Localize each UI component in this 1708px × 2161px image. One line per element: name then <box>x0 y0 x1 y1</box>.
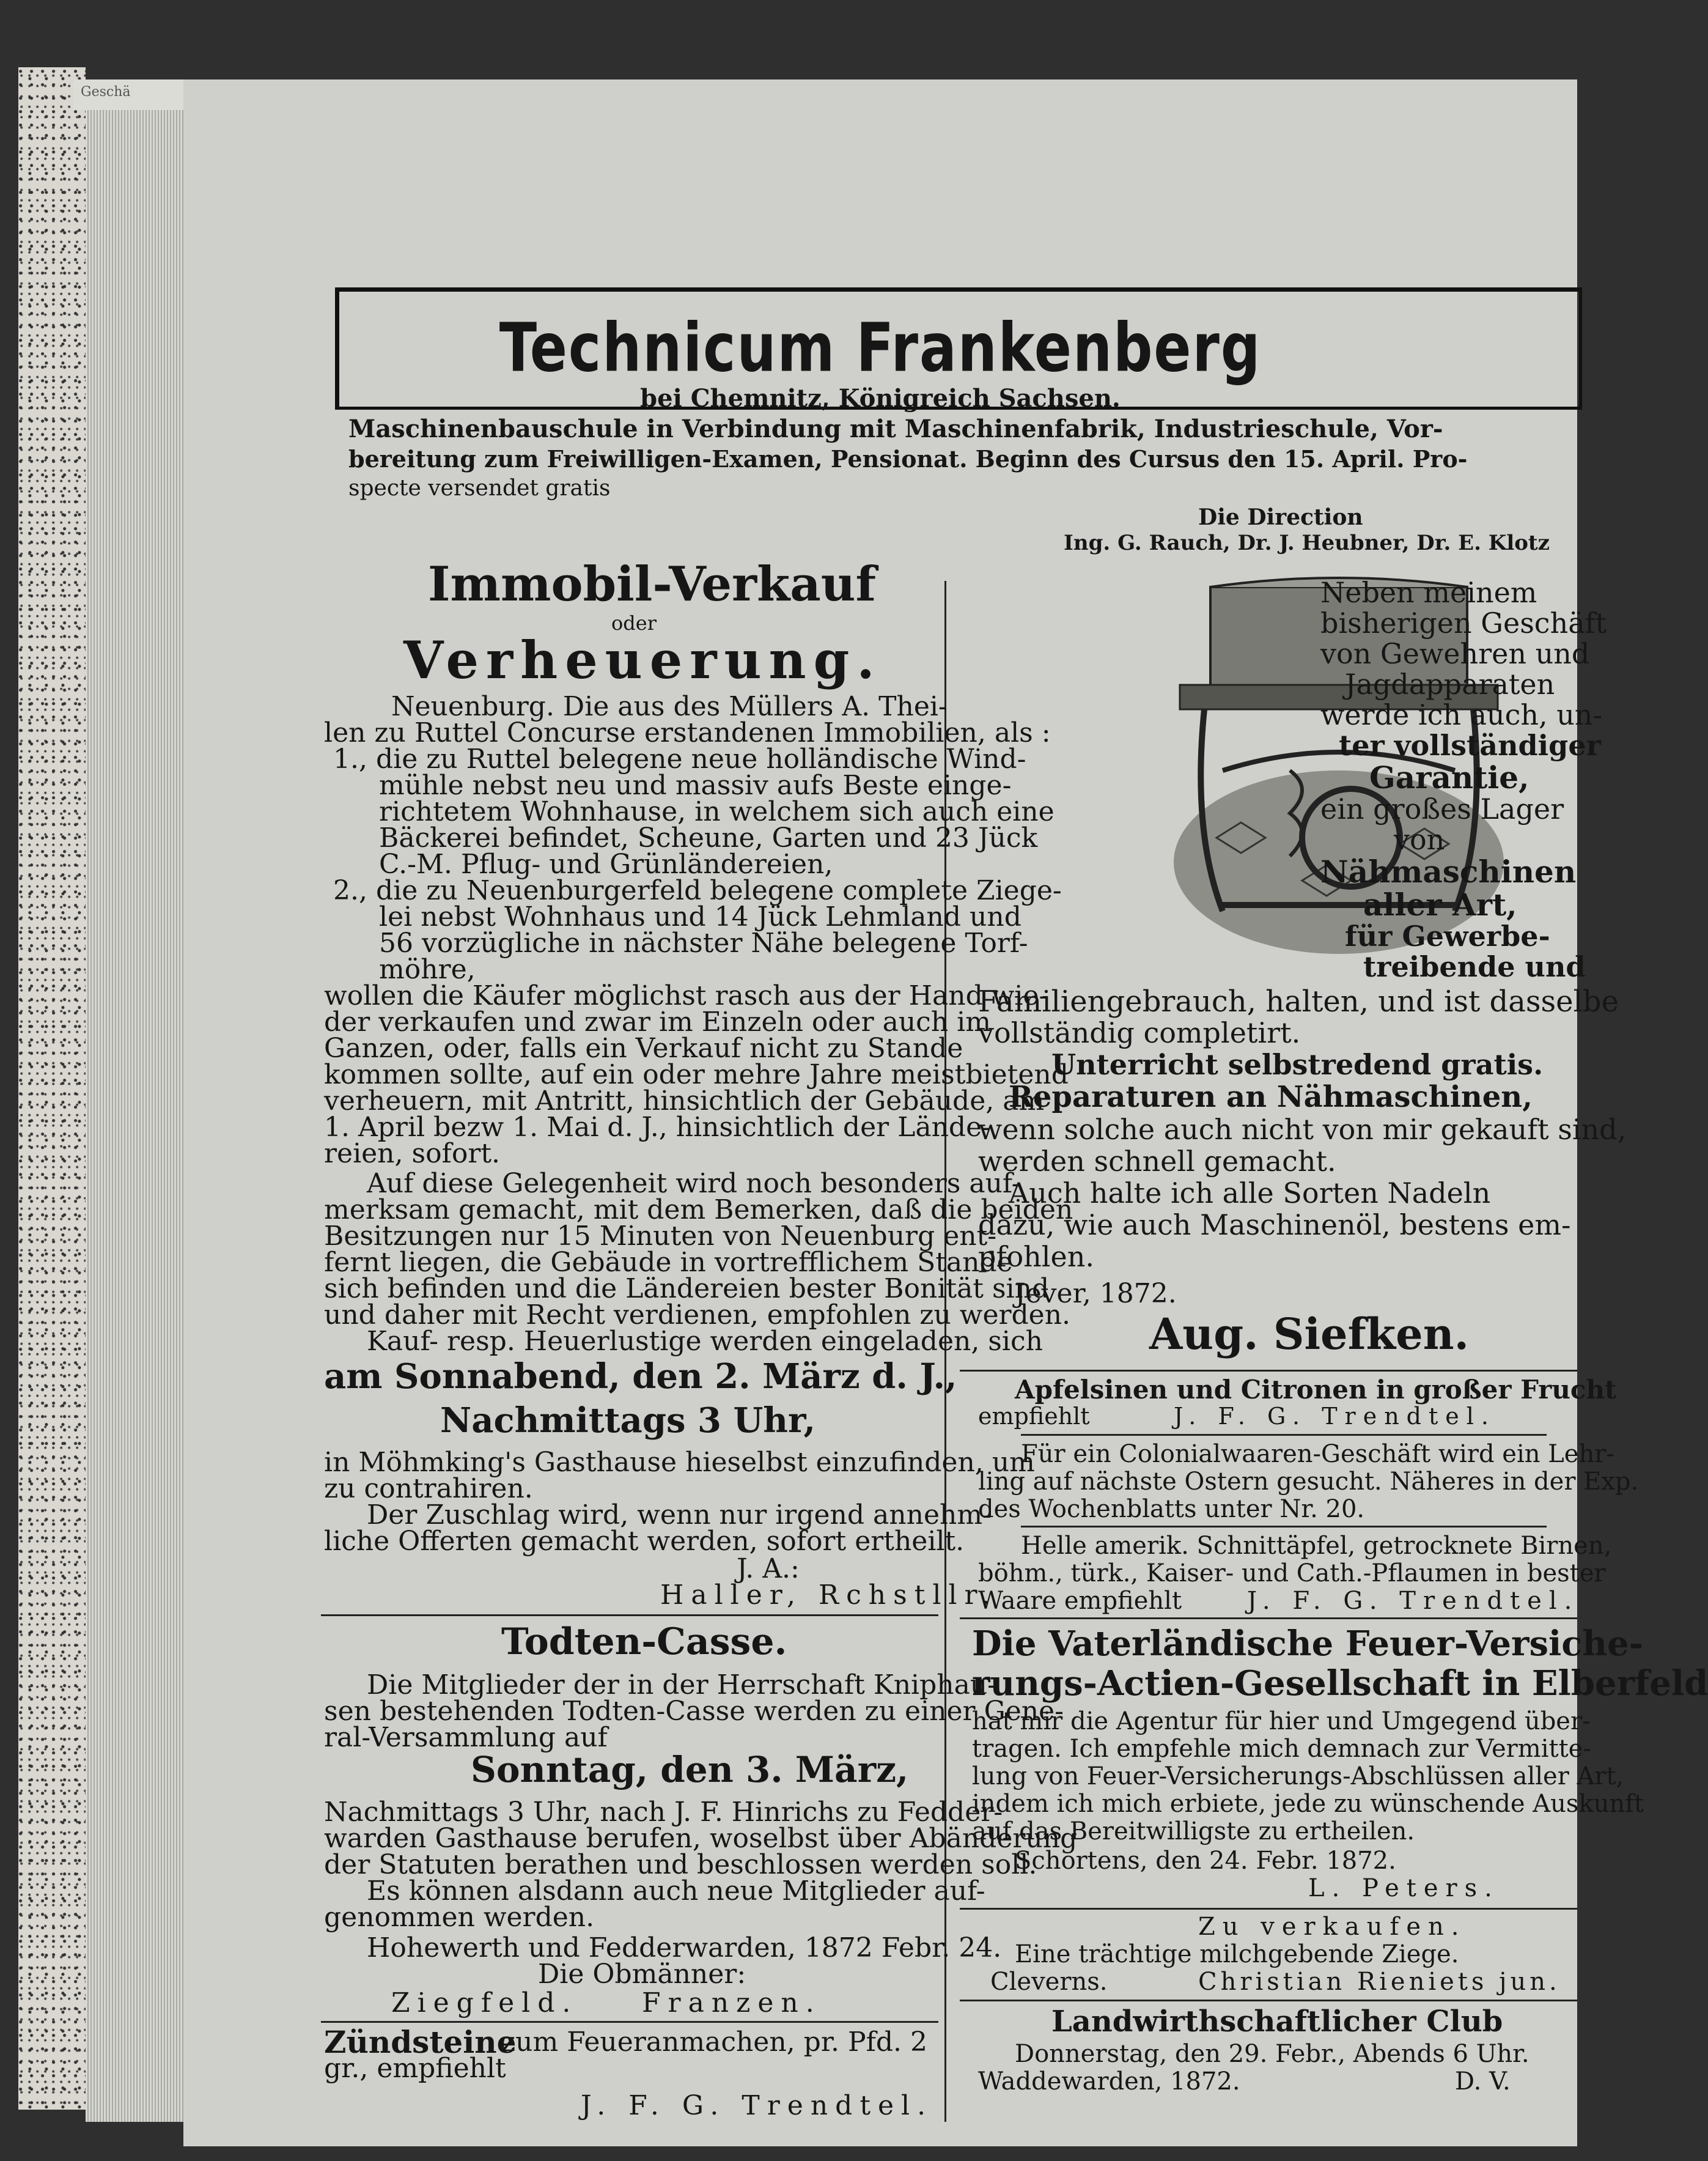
apfel-line: empfiehlt <box>978 1403 1090 1430</box>
zuend-signature: J. F. G. Trendtel. <box>581 2090 933 2121</box>
lehrling-line: ling auf nächste Ostern gesucht. Näheres in der Exp. <box>978 1468 1639 1496</box>
immobil-line: richtetem Wohnhause, in welchem sich auch eine <box>379 796 1055 827</box>
immobil-line: Neuenburg. Die aus des Müllers A. Thei- <box>391 691 948 722</box>
immobil-tail: in Möhmking's Gasthause hieselbst einzufinden, um <box>324 1447 1035 1478</box>
siefken-line: wenn solche auch nicht von mir gekauft sind, <box>978 1113 1627 1146</box>
verkauf-signature: Christian Rieniets jun. <box>1198 1968 1561 1996</box>
todten-line: Die Mitglieder der in der Herrschaft Kniphau- <box>367 1669 997 1701</box>
immobil-line: kommen sollte, auf ein oder mehre Jahre meistbietend <box>324 1059 1069 1090</box>
siefken-line: pfohlen. <box>978 1240 1094 1273</box>
todten-tail: der Statuten berathen und beschlossen werden soll. <box>324 1849 1037 1880</box>
immobil-date1: am Sonnabend, den 2. März d. J., <box>324 1356 957 1397</box>
aepfel-line: böhm., türk., Kaiser- und Cath.-Pflaumen in bester <box>978 1559 1606 1587</box>
immobil-tail: zu contrahiren. <box>324 1473 533 1504</box>
siefken-side: Garantie, <box>1369 759 1529 796</box>
siefken-line: dazu, wie auch Maschinenöl, bestens em- <box>978 1208 1571 1241</box>
zuend-line: gr., empfiehlt <box>324 2053 506 2084</box>
todten-date: Sonntag, den 3. März, <box>471 1749 909 1790</box>
siefken-side: Nähmaschinen <box>1320 854 1577 890</box>
feuer-line: indem ich mich erbiete, jede zu wünschende Auskunft <box>972 1790 1644 1818</box>
siefken-line: Reparaturen an Nähmaschinen, <box>1009 1080 1533 1114</box>
immobil-line: wollen die Käufer möglichst rasch aus der Hand wie- <box>324 980 1048 1011</box>
siefken-side: treibende und <box>1363 950 1586 983</box>
immobil-ia: J. A.: <box>737 1553 800 1584</box>
todten-tail: Nachmittags 3 Uhr, nach J. F. Hinrichs zu Fedder- <box>324 1797 1003 1828</box>
feuer-title: Die Vaterländische Feuer-Versiche- <box>972 1624 1643 1664</box>
siefken-side: ter vollständiger <box>1339 729 1601 762</box>
feuer-line: hat mir die Agentur für hier und Umgegend über- <box>972 1707 1591 1735</box>
siefken-side: ein großes Lager <box>1320 792 1564 826</box>
immobil-line: Auf diese Gelegenheit wird noch besonders auf- <box>367 1168 1021 1199</box>
immobil-oder: oder <box>611 611 657 635</box>
divider <box>1021 1434 1547 1436</box>
technicum-line3: specte versendet gratis <box>348 476 611 501</box>
siefken-place: Jever, 1872. <box>1015 1278 1177 1309</box>
immobil-date2: Nachmittags 3 Uhr, <box>440 1400 815 1441</box>
technicum-line1: Maschinenbauschule in Verbindung mit Maschinenfabrik, Industrieschule, Vor- <box>348 415 1443 443</box>
technicum-title: Technicum Frankenberg <box>499 308 1262 387</box>
zuend-title: Zündsteine <box>324 2024 517 2060</box>
immobil-line: sich befinden und die Ländereien bester Bonität sind <box>324 1273 1050 1304</box>
margin-tab: Geschä <box>73 79 214 110</box>
club-title: Landwirthschaftlicher Club <box>1051 2004 1503 2039</box>
siefken-side: aller Art, <box>1363 887 1517 923</box>
immobil-tail: Der Zuschlag wird, wenn nur irgend annehm- <box>367 1499 992 1531</box>
siefken-side: Neben meinem <box>1320 576 1537 609</box>
book-edge <box>18 67 86 2110</box>
immobil-line: 2., die zu Neuenburgerfeld belegene complete Ziege- <box>333 875 1062 906</box>
immobil-line: 1. April bezw 1. Mai d. J., hinsichtlich der Lände- <box>324 1112 991 1143</box>
immobil-line: Kauf- resp. Heuerlustige werden eingeladen, sich <box>367 1326 1043 1357</box>
feuer-line: tragen. Ich empfehle mich demnach zur Vermitte- <box>972 1735 1591 1763</box>
todten-obmaenner: Die Obmänner: <box>538 1959 746 1990</box>
siefken-side: werde ich auch, un- <box>1320 698 1603 731</box>
divider <box>960 1617 1577 1619</box>
immobil-line: möhre, <box>379 954 476 985</box>
club-place: Waddewarden, 1872. <box>978 2067 1240 2096</box>
technicum-direction: Die Direction <box>1198 504 1363 530</box>
feuer-place: Schortens, den 24. Febr. 1872. <box>1015 1847 1396 1875</box>
todten-signature: Ziegfeld. <box>391 1987 578 2019</box>
immobil-line: Besitzungen nur 15 Minuten von Neuenburg ent- <box>324 1221 997 1252</box>
siefken-side: von Gewehren und <box>1320 637 1590 670</box>
divider <box>321 1614 938 1616</box>
newspaper-page <box>183 79 1708 2146</box>
siefken-side: Jagdapparaten <box>1345 668 1555 701</box>
immobil-line: verheuern, mit Antritt, hinsichtlich der Gebäude, am <box>324 1085 1045 1117</box>
lehrling-line: des Wochenblatts unter Nr. 20. <box>978 1495 1365 1523</box>
aepfel-signature: J. F. G. Trendtel. <box>1247 1587 1580 1615</box>
todten-tail: genommen werden. <box>324 1902 595 1933</box>
divider <box>960 1370 1577 1372</box>
technicum-location: bei Chemnitz, Königreich Sachsen. <box>640 384 1121 413</box>
divider <box>960 2000 1577 2001</box>
todten-place: Hohewerth und Fedderwarden, 1872 Febr. 24. <box>367 1932 1002 1963</box>
siefken-line: vollständig completirt. <box>978 1016 1301 1049</box>
verkauf-title: Zu verkaufen. <box>1198 1913 1467 1941</box>
club-signature: D. V. <box>1455 2067 1511 2096</box>
club-line: Donnerstag, den 29. Febr., Abends 6 Uhr. <box>1015 2040 1529 2068</box>
immobil-line: der verkaufen und zwar im Einzeln oder auch im <box>324 1007 991 1038</box>
page-stack <box>86 92 196 2122</box>
divider <box>321 2021 938 2023</box>
siefken-name: Aug. Siefken. <box>1149 1309 1469 1359</box>
immobil-line: 56 vorzügliche in nächster Nähe belegene Torf- <box>379 928 1028 959</box>
todten-title: Todten-Casse. <box>501 1620 787 1663</box>
todten-line: ral-Versammlung auf <box>324 1722 608 1753</box>
divider <box>960 1908 1577 1910</box>
todten-signature: Franzen. <box>642 1987 822 2019</box>
aepfel-line: Helle amerik. Schnittäpfel, getrocknete Birnen, <box>1021 1532 1612 1560</box>
immobil-tail: liche Offerten gemacht werden, sofort ertheilt. <box>324 1526 965 1557</box>
siefken-line: werden schnell gemacht. <box>978 1145 1336 1178</box>
siefken-side: bisherigen Geschäft <box>1320 607 1607 640</box>
todten-tail: Es können alsdann auch neue Mitglieder auf- <box>367 1875 985 1907</box>
immobil-signature: Haller, Rchstllr. <box>660 1579 998 1611</box>
siefken-side: für Gewerbe- <box>1345 920 1550 953</box>
feuer-line: lung von Feuer-Versicherungs-Abschlüssen aller Art, <box>972 1762 1624 1790</box>
siefken-line: Auch halte ich alle Sorten Nadeln <box>1009 1177 1491 1210</box>
siefken-side: von <box>1394 823 1445 856</box>
todten-line: sen bestehenden Todten-Casse werden zu einer Gene- <box>324 1696 1064 1727</box>
zuend-line: zum Feueranmachen, pr. Pfd. 2 <box>501 2026 928 2058</box>
siefken-line: Unterricht selbstredend gratis. <box>1051 1048 1544 1081</box>
todten-tail: warden Gasthause berufen, woselbst über Abänderung <box>324 1823 1078 1854</box>
lehrling-line: Für ein Colonialwaaren-Geschäft wird ein Lehr- <box>1021 1440 1614 1468</box>
immobil-line: reien, sofort. <box>324 1138 501 1169</box>
immobil-line: Bäckerei befindet, Scheune, Garten und 23 Jück <box>379 822 1038 854</box>
apfel-line: Apfelsinen und Citronen in großer Frucht <box>1015 1375 1617 1405</box>
technicum-names: Ing. G. Rauch, Dr. J. Heubner, Dr. E. Klotz <box>1064 531 1550 555</box>
verkauf-line: Eine trächtige milchgebende Ziege. <box>1015 1940 1459 1968</box>
immobil-line: und daher mit Recht verdienen, empfohlen zu werden. <box>324 1299 1071 1331</box>
immobil-title: Immobil-Verkauf <box>428 556 877 612</box>
immobil-line: C.-M. Pflug- und Grünländereien, <box>379 849 833 880</box>
siefken-line: Familiengebrauch, halten, und ist dasselbe <box>978 984 1619 1019</box>
immobil-line: 1., die zu Ruttel belegene neue holländische Wind- <box>333 744 1026 775</box>
technicum-line2: bereitung zum Freiwilligen-Examen, Pensionat. Beginn des Cursus den 15. April. Pro- <box>348 445 1468 473</box>
verkauf-place: Cleverns. <box>990 1968 1108 1996</box>
apfel-signature: J. F. G. Trendtel. <box>1174 1403 1496 1430</box>
feuer-line: auf das Bereitwilligste zu ertheilen. <box>972 1817 1415 1845</box>
immobil-line: len zu Ruttel Concurse erstandenen Immobilien, als : <box>324 717 1051 748</box>
feuer-title: rungs-Actien-Gesellschaft in Elberfeld <box>972 1663 1708 1704</box>
immobil-line: Ganzen, oder, falls ein Verkauf nicht zu Stande <box>324 1033 963 1064</box>
immobil-line: lei nebst Wohnhaus und 14 Jück Lehmland und <box>379 901 1021 933</box>
immobil-line: fernt liegen, die Gebäude in vortrefflichem Stande <box>324 1247 1013 1278</box>
immobil-line: mühle nebst neu und massiv aufs Beste einge- <box>379 770 1012 801</box>
immobil-subtitle: Verheuerung. <box>403 630 882 690</box>
feuer-signature: L. Peters. <box>1308 1874 1500 1902</box>
immobil-line: merksam gemacht, mit dem Bemerken, daß die beiden <box>324 1194 1073 1225</box>
aepfel-line: Waare empfiehlt <box>978 1587 1182 1615</box>
divider <box>1021 1526 1547 1527</box>
